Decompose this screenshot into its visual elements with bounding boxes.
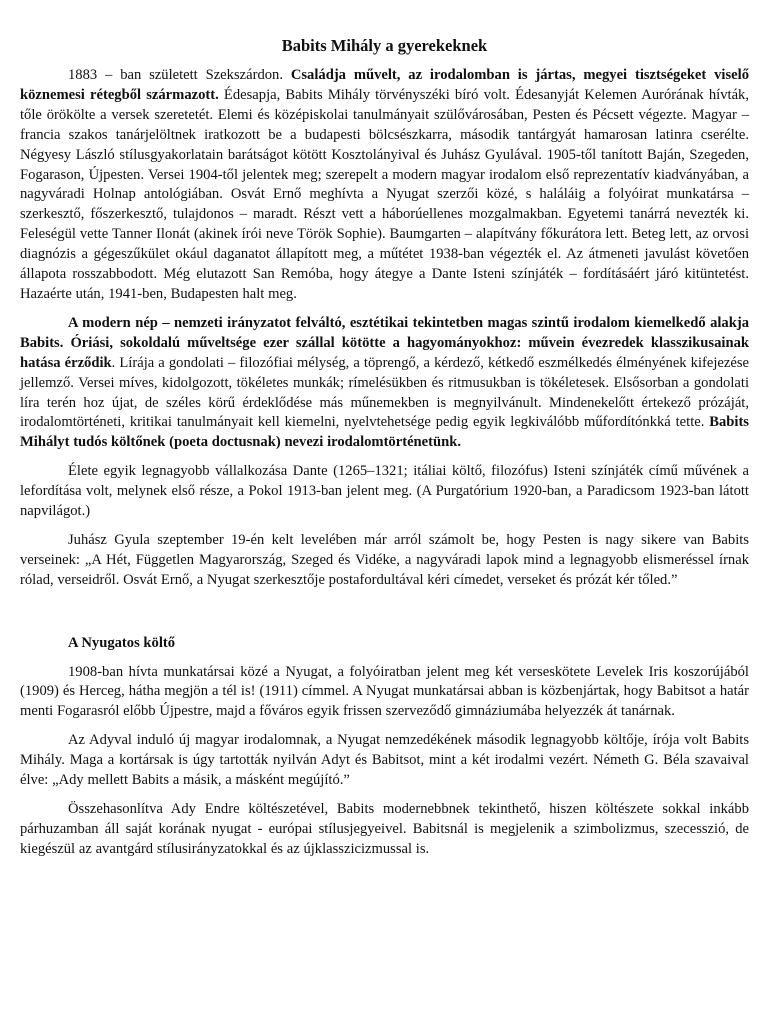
document-title: Babits Mihály a gyerekeknek [281, 36, 488, 55]
paragraph-text: . Lírája a gondolati – filozófiai mélység, a töprengő, a kérdező, kétkedő eszmélkedés élményének kifejezése jellemző. Versei míves, kidolgozott, tökéletes munkák; rímelésükben és ritmusukban is tökéletesek. Elsősorban a gondolati líra terén hoz újat, de széles körű érdeklődése más műnemekben is megnyilvánult. Mindenekelőtt értekező prózáját, irodalomtörténeti, kritikai tanulmányait kell kiemelni, nyelvtehetsége pedig egyik legkiválóbb műfordítónkká tette. [20, 354, 750, 431]
paragraph-nyugat: 1908-ban hívta munkatársai közé a Nyugat, a folyóiratban jelent meg két verseskötete Levelek Iris koszorújából (1909) és Herceg, hátha megjön a tél is! (1911) címmel. A Nyugat munkatársai abban is közbenjártak, hogy Babitsot a határ menti Fogarasról előbb Újpestre, majd a főváros egyik frissen szerveződő gimnáziumába helyezzék át tanárnak. [20, 663, 749, 720]
section-spacer [20, 600, 749, 634]
paragraph-biography [20, 66, 749, 305]
paragraph-juhasz-letter: Juhász Gyula szeptember 19-én kelt levelében már arról számolt be, hogy Pesten is nagy sikere van Babits verseinek: „A Hét, Független Magyarország, Szeged és Vidéke, a nagyváradi lapok mind a legnagyobb elismeréssel írnak rólad, verseidről. Osvát Ernő, a Nyugat szerkesztője postafordultával kéri címedet, verseket és prózát kér tőled.” [20, 531, 749, 588]
paragraph-modern-literature [20, 314, 749, 453]
paragraph-bold-text: Babits Mihályt tudós költőnek (poeta doctusnak) nevezi irodalomtörténetünk. [20, 414, 749, 451]
paragraph-ady: Az Adyval induló új magyar irodalomnak, a Nyugat nemzedékének második legnagyobb költője, írója volt Babits Mihály. Maga a kortársak is úgy tartották nyilván Adyt és Babitsot, mint a két irodalmi vezért. Németh G. Béla szavaival élve: „Ady mellett Babits a másik, a másként megújító.” [20, 732, 749, 789]
paragraph-bold-text: Családja művelt, az irodalomban is jártas, megyei tisztségeket viselő köznemesi rétegből származott. [20, 67, 749, 103]
paragraph-bold-text: A modern nép – nemzeti irányzatot felváltó, esztétikai tekintetben magas szintű irodalom kiemelkedő alakja Babits. Óriási, sokoldalú műveltsége ezer szállal kötötte a hagyományokhoz: művein évezredek klasszikusainak hatása érződik [20, 314, 749, 371]
paragraph-text: Édesapja, Babits Mihály törvényszéki bíró volt. Édesanyját Kelemen Aurórának hívták, tőle örökölte a versek szeretetét. Elemi és középiskolai tanulmányait szülővárosában, Pesten és Pécsett végezte. Magyar – francia szakos tanárjelöltnek iratkozott be a budapesti bölcsészkarra, második tantárgyát hamarosan latinra cserélte. Négyesy László stílusgyakorlatain barátságot kötött Kosztolányival és Juhász Gyulával. 1905-től tanított Baján, Szegeden, Fogarason, Újpesten. Versei 1904-től jelentek meg; szerepelt a modern magyar irodalom első reprezentatív kiadványában, a nagyváradi Holnap antológiában. Osvát Ernő meghívta a Nyugat szerzői közé, s haláláig a folyóirat munkatársa – szerkesztő, főszerkesztő, tulajdonos – maradt. Részt vett a háborúellenes mozgalmakban. Egyetemi tanárrá nevezték ki. Feleségül vette Tanner Ilonát (akinek írói neve Török Sophie). Baumgarten – alapítvány főkurátora lett. Beteg lett, az orvosi diagnózis a gégeszűkület okául daganatot állapított meg, a műtétet 1938-ban végezték el. Az átmeneti javulást követően állapota rosszabbodott. Még elutazott San Remóba, hogy átegye a Dante Isteni színjáték – fordításáért járó kitüntetést. Hazaérte után, 1941-ben, Budapesten halt meg. [20, 86, 749, 302]
paragraph-comparison: Összehasonlítva Ady Endre költészetével, Babits modernebbnek tekinthető, hiszen költészete sokkal inkább párhuzamban áll saját korának nyugat - európai stílusjegyeivel. Babitsnál is megjelenik a szimbolizmus, szecesszió, de kiegészül az avantgárd stílusirányzatokkal és az újklasszicizmussal is. [20, 801, 749, 857]
section-heading: A Nyugatos költő [68, 634, 176, 651]
paragraph-text: 1883 – ban született Szekszárdon. [68, 67, 291, 83]
document-page [20, 36, 749, 869]
paragraph-dante: Élete egyik legnagyobb vállalkozása Dante (1265–1321; itáliai költő, filozófus) Isteni színjáték című művének a lefordítása volt, melynek első része, a Pokol 1913-ban jelent meg. (A Purgatórium 1920-ban, a Paradicsom 1923-ban látott napvilágot.) [20, 463, 749, 520]
